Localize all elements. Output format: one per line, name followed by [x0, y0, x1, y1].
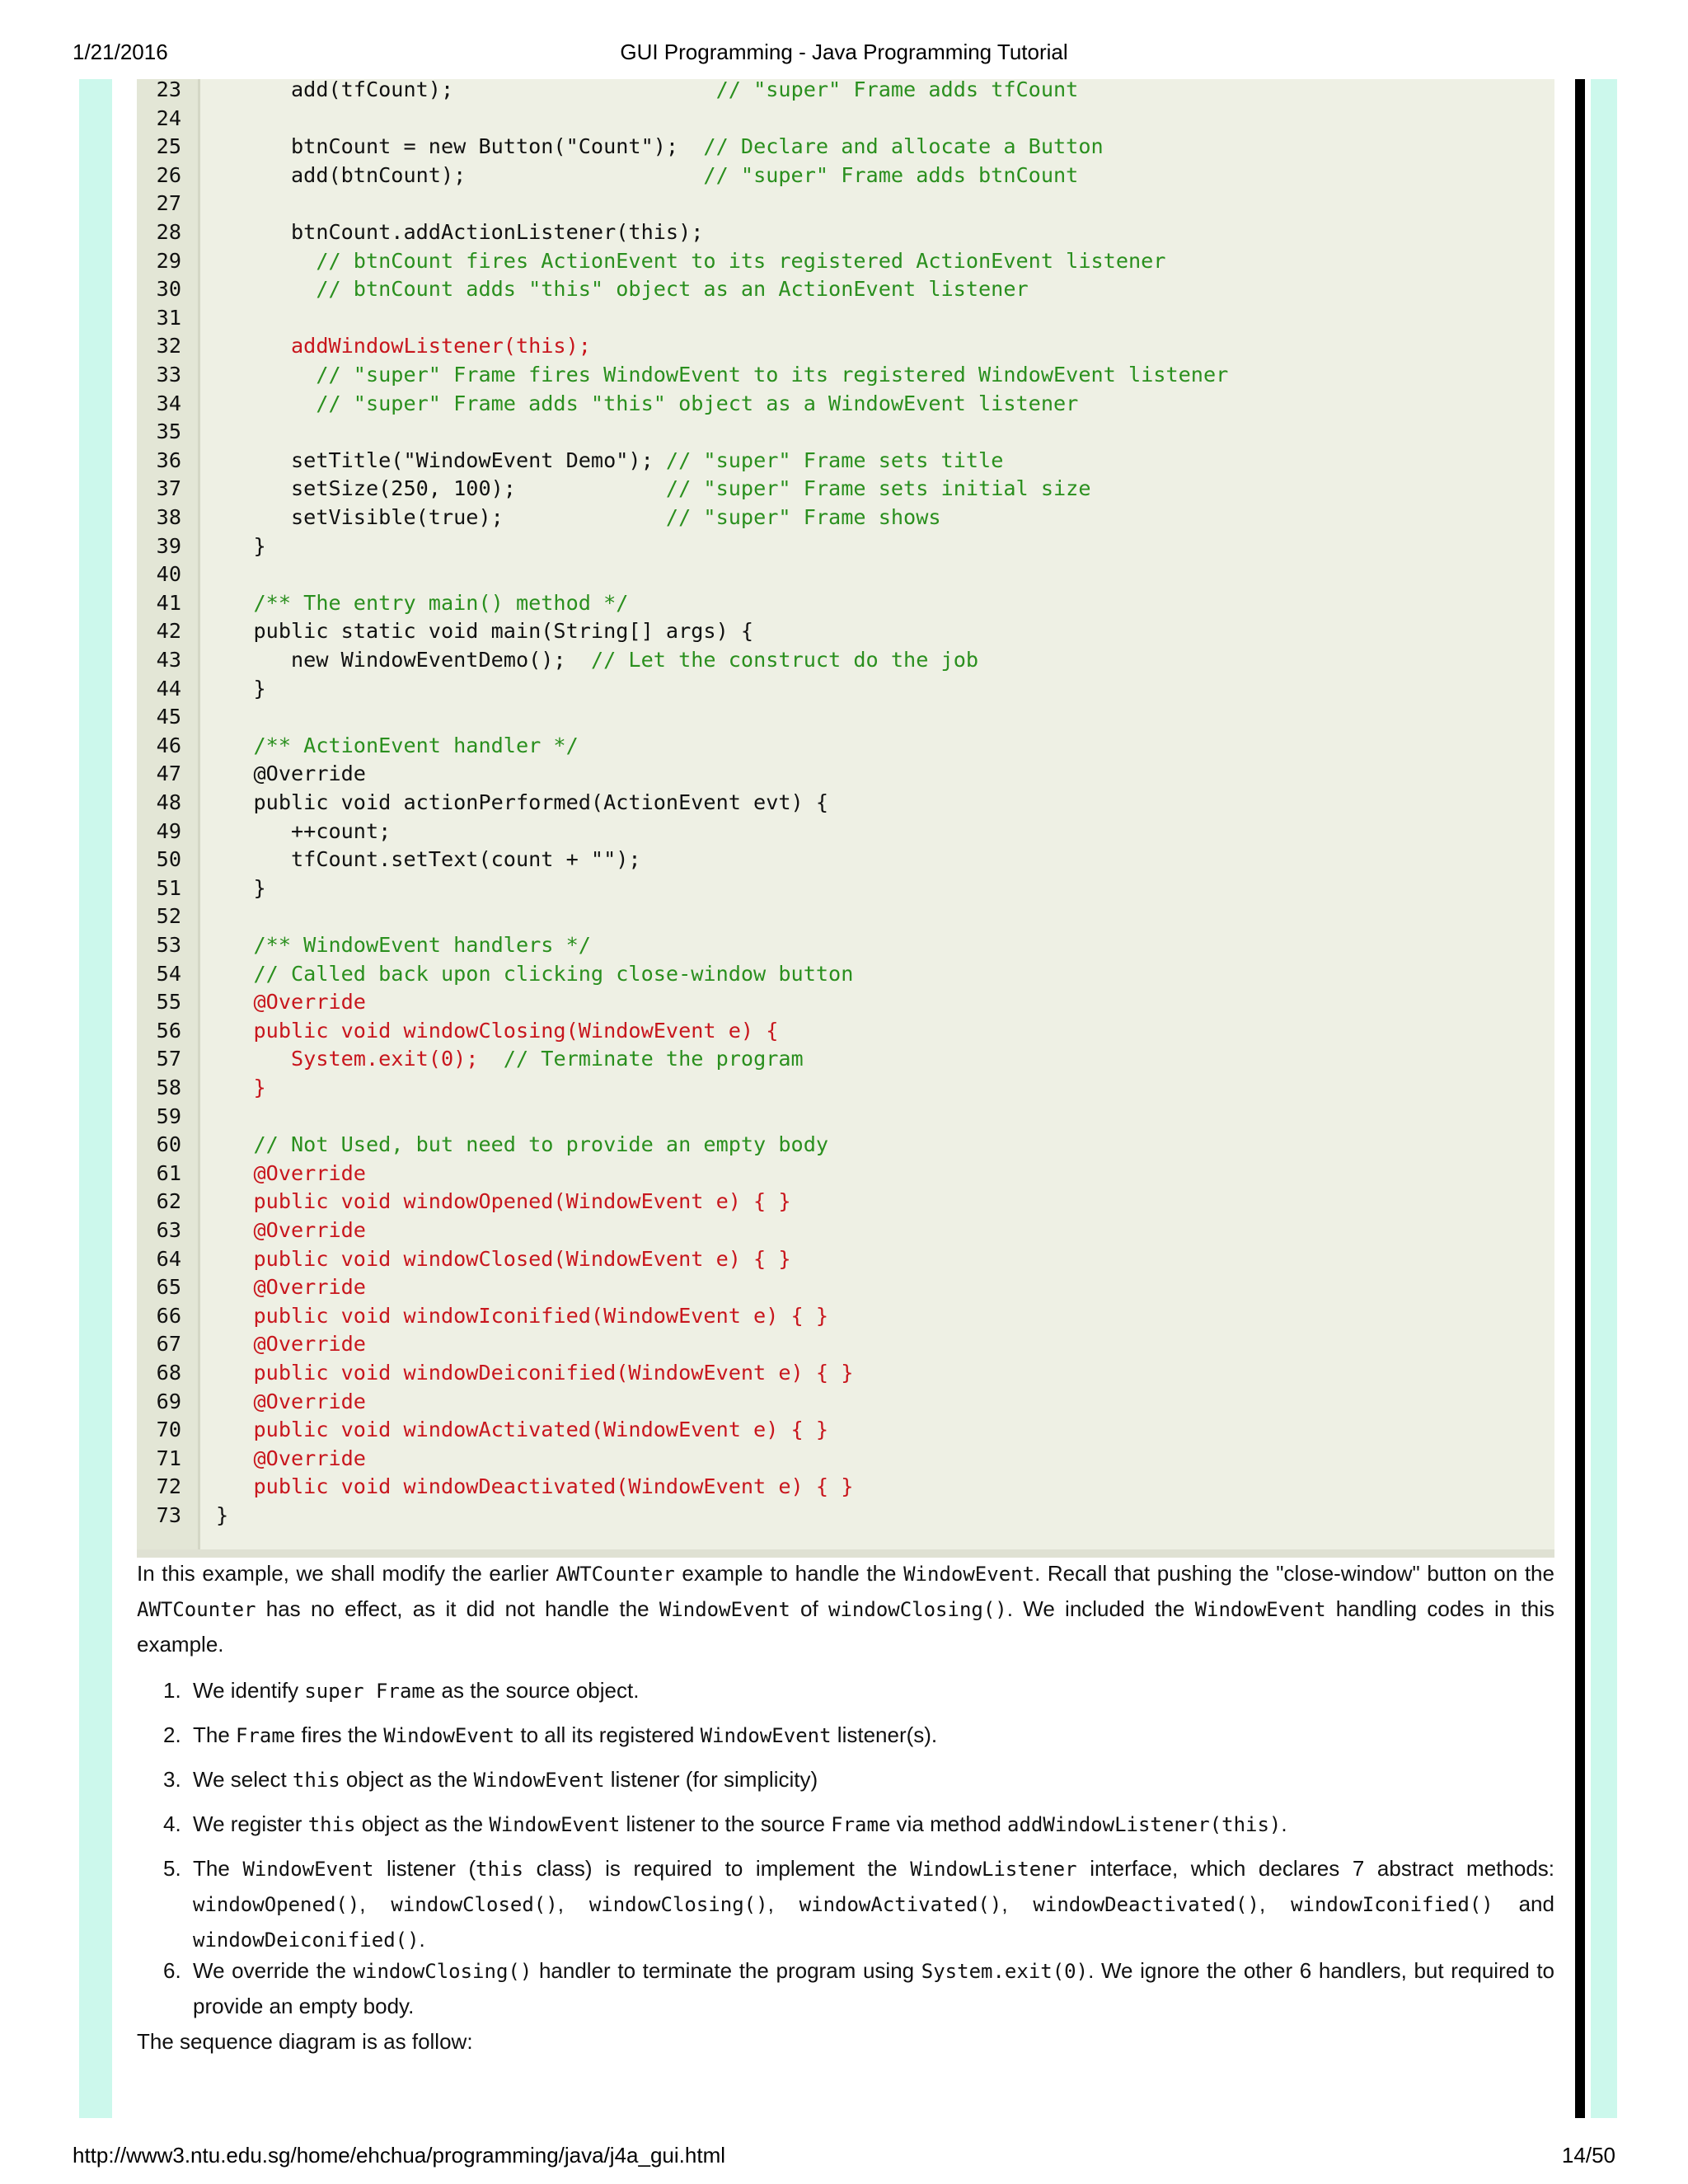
text-run: as the source object. [435, 1678, 640, 1703]
text-run: to all its registered [514, 1722, 701, 1747]
line-number: 48 [156, 790, 181, 814]
line-number: 44 [156, 676, 181, 701]
code-line [137, 162, 1554, 190]
inline-code: windowIconified() [1291, 1893, 1493, 1916]
code-text [216, 1302, 828, 1331]
line-number: 46 [156, 733, 181, 757]
print-header-title: GUI Programming - Java Programming Tutorial [620, 40, 1068, 64]
code-comment: // "super" Frame fires WindowEvent to its registered WindowEvent listener [216, 363, 1229, 387]
line-number: 40 [156, 562, 181, 587]
code-line [137, 589, 1554, 618]
code-text [216, 475, 1091, 504]
inline-code: this [292, 1769, 340, 1792]
inline-code: WindowEvent [700, 1724, 832, 1747]
code-line [137, 218, 1554, 247]
line-number: 23 [156, 77, 181, 101]
line-number: 38 [156, 505, 181, 529]
code-comment: // "super" Frame sets initial size [665, 476, 1091, 501]
code-line [137, 105, 1554, 134]
line-number: 61 [156, 1160, 181, 1185]
print-header-date: 1/21/2016 [73, 40, 168, 64]
code-line [137, 532, 1554, 561]
print-footer-url: http://www3.ntu.edu.sg/home/ehchua/programming/java/j4a_gui.html [73, 2143, 725, 2168]
text-run: and [1493, 1891, 1554, 1916]
code-line [137, 1045, 1554, 1074]
code-comment: // Declare and allocate a Button [703, 134, 1104, 159]
code-line [137, 1302, 1554, 1331]
text-run: interface, which declares 7 abstract methods: [1076, 1856, 1555, 1881]
code-line [137, 1160, 1554, 1188]
code-comment: /** ActionEvent handler */ [216, 733, 579, 757]
text-run: of [790, 1596, 829, 1621]
line-number: 29 [156, 248, 181, 273]
text-run: . [419, 1927, 425, 1952]
line-number: 33 [156, 363, 181, 387]
code-comment: // "super" Frame adds tfCount [715, 77, 1079, 101]
code-line [137, 1245, 1554, 1274]
inline-code: windowClosing() [828, 1598, 1007, 1621]
line-number: 49 [156, 818, 181, 843]
line-number: 26 [156, 162, 181, 187]
text-run: listener(s). [831, 1722, 938, 1747]
code-text [216, 76, 1078, 105]
code-line [137, 617, 1554, 646]
inline-code: WindowEvent [473, 1769, 605, 1792]
code-text [216, 675, 266, 704]
line-number: 66 [156, 1303, 181, 1328]
code-comment: /** WindowEvent handlers */ [216, 933, 591, 957]
line-number: 59 [156, 1104, 181, 1128]
print-footer-page-number: 14/50 [1561, 2143, 1615, 2168]
code-text [216, 1245, 791, 1274]
line-number: 62 [156, 1189, 181, 1214]
code-line [137, 646, 1554, 675]
text-run: We identify [193, 1678, 305, 1703]
code-line [137, 675, 1554, 704]
inline-code: windowDeactivated() [1033, 1893, 1259, 1916]
code-token: setVisible(true); [216, 505, 666, 529]
line-number: 51 [156, 875, 181, 900]
code-text [216, 218, 703, 247]
inline-code: super Frame [304, 1680, 436, 1703]
line-number: 27 [156, 191, 181, 216]
inline-code: WindowEvent [383, 1724, 515, 1747]
code-line [137, 1473, 1554, 1502]
list-item-number: 2. [163, 1722, 181, 1747]
list-item-text [193, 1673, 1554, 1708]
list-item-number: 4. [163, 1811, 181, 1836]
line-number: 32 [156, 334, 181, 359]
list-item-text [193, 1851, 1554, 1957]
code-text [216, 646, 978, 675]
line-number: 39 [156, 533, 181, 558]
text-run: , [557, 1891, 589, 1916]
code-text [216, 1388, 366, 1417]
left-margin-band [79, 79, 112, 2118]
code-line [137, 874, 1554, 903]
line-number: 56 [156, 1018, 181, 1043]
code-text [216, 931, 591, 960]
line-number: 31 [156, 305, 181, 330]
code-line [137, 1330, 1554, 1359]
code-comment: // btnCount adds "this" object as an ActionEvent listener [216, 277, 1029, 302]
code-text [216, 1216, 366, 1245]
code-token: @Override [216, 1389, 366, 1413]
text-run: We register [193, 1811, 308, 1836]
code-line [137, 361, 1554, 390]
code-token: @Override [216, 1218, 366, 1242]
text-run: handler to terminate the program using [532, 1958, 921, 1983]
list-item-text [193, 1807, 1554, 1842]
text-run: listener to the source [620, 1811, 832, 1836]
code-line [137, 1017, 1554, 1046]
line-number: 58 [156, 1076, 181, 1099]
text-run: The [193, 1722, 237, 1747]
code-token: System.exit(0); [216, 1047, 504, 1071]
code-text [216, 1416, 828, 1445]
code-token: } [216, 533, 266, 558]
text-run: listener ( [373, 1856, 476, 1881]
code-text [216, 361, 1228, 390]
code-token: ++count; [216, 818, 392, 843]
code-text [216, 1017, 778, 1046]
code-line [137, 1103, 1554, 1132]
code-line [137, 332, 1554, 361]
text-run: . [1281, 1811, 1287, 1836]
code-text [216, 275, 1029, 304]
code-line [137, 960, 1554, 989]
code-token: } [216, 1076, 266, 1099]
text-run: We select [193, 1767, 293, 1792]
line-number: 43 [156, 648, 181, 672]
code-text [216, 1445, 366, 1474]
code-comment: // btnCount fires ActionEvent to its registered ActionEvent listener [216, 248, 1166, 273]
text-run: has no effect, as it did not handle the [256, 1596, 659, 1621]
code-token: tfCount.setText(count + ""); [216, 847, 641, 872]
code-listing [137, 79, 1554, 1558]
code-line [137, 902, 1554, 931]
text-run: via method [890, 1811, 1008, 1836]
code-token: public void windowActivated(WindowEvent e) { } [216, 1418, 829, 1442]
text-run: , [767, 1891, 799, 1916]
code-text [216, 1473, 853, 1502]
line-number: 54 [156, 961, 181, 986]
code-text [216, 1330, 366, 1359]
code-line [137, 247, 1554, 276]
code-token: @Override [216, 762, 366, 786]
code-token: } [216, 1503, 229, 1527]
inline-code: Frame [236, 1724, 296, 1747]
line-number: 73 [156, 1503, 181, 1527]
code-line [137, 390, 1554, 419]
list-item-text [193, 1718, 1554, 1753]
inline-code: WindowListener [910, 1858, 1077, 1881]
inline-code: WindowEvent [242, 1858, 374, 1881]
line-number: 60 [156, 1132, 181, 1157]
line-number: 67 [156, 1332, 181, 1357]
code-text [216, 504, 941, 532]
inline-code: windowOpened() [193, 1893, 360, 1916]
code-text [216, 447, 1003, 476]
code-text [216, 1074, 266, 1103]
list-item-number: 5. [163, 1856, 181, 1881]
line-number: 53 [156, 933, 181, 957]
code-text [216, 874, 266, 903]
code-token: public void windowOpened(WindowEvent e) { } [216, 1189, 791, 1214]
code-token: public void windowDeiconified(WindowEvent e) { } [216, 1361, 854, 1385]
inline-code: Frame [831, 1813, 891, 1836]
code-line [137, 1216, 1554, 1245]
closing-sentence: The sequence diagram is as follow: [137, 2029, 473, 2054]
code-text [216, 162, 1078, 190]
line-number: 37 [156, 476, 181, 501]
code-line [137, 846, 1554, 874]
inline-code: WindowEvent [903, 1563, 1035, 1586]
text-run: , [1001, 1891, 1034, 1916]
code-text [216, 1273, 366, 1302]
line-number: 68 [156, 1361, 181, 1385]
code-text [216, 617, 753, 646]
inline-code: windowClosing() [588, 1893, 768, 1916]
text-run: example to handle the [674, 1561, 904, 1586]
line-number: 41 [156, 590, 181, 615]
code-token: public void windowIconified(WindowEvent e) { } [216, 1303, 829, 1328]
code-token: } [216, 875, 266, 900]
list-item-number: 3. [163, 1767, 181, 1792]
right-divider-bar [1575, 79, 1585, 2118]
right-margin-band [1591, 79, 1617, 2118]
code-text [216, 988, 366, 1017]
code-token: public static void main(String[] args) { [216, 619, 754, 644]
line-number: 45 [156, 705, 181, 729]
code-text [216, 332, 591, 361]
code-token: @Override [216, 990, 366, 1015]
code-comment: /** The entry main() method */ [216, 590, 629, 615]
code-text [216, 1131, 828, 1160]
text-run: , [1259, 1891, 1292, 1916]
text-run: object as the [340, 1767, 474, 1792]
text-run: . We included the [1006, 1596, 1195, 1621]
inline-code: this [307, 1813, 356, 1836]
inline-code: windowActivated() [799, 1893, 1002, 1916]
line-number: 36 [156, 448, 181, 472]
code-line [137, 304, 1554, 333]
code-token: addWindowListener(this); [216, 334, 591, 359]
code-line [137, 1188, 1554, 1216]
inline-code: AWTCounter [556, 1563, 675, 1586]
code-token: @Override [216, 1275, 366, 1300]
text-run: The [193, 1856, 243, 1881]
code-token: public void windowClosed(WindowEvent e) { } [216, 1246, 791, 1271]
line-number: 69 [156, 1389, 181, 1413]
code-text [216, 1160, 366, 1188]
code-token: } [216, 676, 266, 701]
code-token: new WindowEventDemo(); [216, 648, 591, 672]
line-number: 30 [156, 277, 181, 302]
text-run: . We ignore the other 6 handlers, but required to provide an empty body. [193, 1958, 1554, 2018]
code-line [137, 1131, 1554, 1160]
inline-code: this [476, 1858, 523, 1881]
line-number: 42 [156, 619, 181, 644]
code-line [137, 447, 1554, 476]
code-token: setTitle("WindowEvent Demo"); [216, 448, 666, 472]
code-line [137, 76, 1554, 105]
line-number: 55 [156, 990, 181, 1015]
code-line [137, 1359, 1554, 1388]
code-line [137, 789, 1554, 818]
code-line [137, 1273, 1554, 1302]
code-line [137, 1502, 1554, 1530]
code-text [216, 532, 266, 561]
code-comment: // Called back upon clicking close-window button [216, 961, 854, 986]
code-text [216, 818, 391, 846]
code-line [137, 1416, 1554, 1445]
code-line [137, 988, 1554, 1017]
code-line [137, 1445, 1554, 1474]
code-line [137, 504, 1554, 532]
code-comment: // "super" Frame sets title [665, 448, 1004, 472]
code-line [137, 133, 1554, 162]
inline-code: AWTCounter [137, 1598, 256, 1621]
explanation-paragraph [137, 1556, 1554, 1661]
line-number: 47 [156, 762, 181, 786]
line-number: 70 [156, 1418, 181, 1442]
code-token: add(tfCount); [216, 77, 716, 101]
inline-code: addWindowListener(this) [1007, 1813, 1282, 1836]
code-line [137, 760, 1554, 789]
code-token: public void windowClosing(WindowEvent e) { [216, 1018, 779, 1043]
text-run: object as the [355, 1811, 490, 1836]
code-comment: // "super" Frame adds btnCount [703, 162, 1079, 187]
text-run: We override the [193, 1958, 354, 1983]
inline-code: WindowEvent [659, 1598, 790, 1621]
list-item-number: 6. [163, 1958, 181, 1983]
code-token: btnCount.addActionListener(this); [216, 220, 704, 244]
list-item-number: 1. [163, 1678, 181, 1703]
code-comment: // Terminate the program [503, 1047, 804, 1071]
inline-code: windowClosed() [391, 1893, 558, 1916]
code-comment: // "super" Frame shows [665, 505, 941, 529]
text-run: handling codes in this example. [137, 1596, 1554, 1657]
code-token: @Override [216, 1332, 366, 1357]
code-text [216, 1359, 853, 1388]
code-token: btnCount = new Button("Count"); [216, 134, 704, 159]
code-comment: // Not Used, but need to provide an empty body [216, 1132, 829, 1157]
code-text [216, 1502, 228, 1530]
code-text [216, 732, 579, 761]
code-text [216, 960, 853, 989]
line-number: 24 [156, 105, 181, 130]
code-token: setSize(250, 100); [216, 476, 666, 501]
list-item-text [193, 1762, 1554, 1797]
code-line [137, 1074, 1554, 1103]
code-text [216, 247, 1165, 276]
code-line [137, 931, 1554, 960]
code-text [216, 1045, 804, 1074]
code-line [137, 703, 1554, 732]
line-number: 57 [156, 1047, 181, 1071]
code-text [216, 760, 366, 789]
code-text [216, 1188, 791, 1216]
code-comment: // Let the construct do the job [590, 648, 979, 672]
text-run: , [359, 1891, 392, 1916]
line-number: 72 [156, 1474, 181, 1499]
text-run: fires the [295, 1722, 384, 1747]
code-comment: // "super" Frame adds "this" object as a WindowEvent listener [216, 391, 1079, 415]
line-number: 25 [156, 134, 181, 159]
code-line [137, 190, 1554, 218]
code-text [216, 789, 828, 818]
code-text [216, 133, 1104, 162]
line-number: 35 [156, 419, 181, 444]
inline-code: windowClosing() [353, 1960, 532, 1983]
inline-code: WindowEvent [489, 1813, 621, 1836]
code-line [137, 560, 1554, 589]
line-number: 50 [156, 847, 181, 872]
inline-code: WindowEvent [1194, 1598, 1326, 1621]
line-number: 34 [156, 391, 181, 415]
code-line [137, 475, 1554, 504]
text-run: class) is required to implement the [523, 1856, 911, 1881]
line-number: 28 [156, 220, 181, 244]
code-line [137, 418, 1554, 447]
line-number: 52 [156, 904, 181, 929]
code-text [216, 589, 628, 618]
code-line [137, 818, 1554, 846]
line-number: 63 [156, 1218, 181, 1242]
code-token: public void actionPerformed(ActionEvent evt) { [216, 790, 829, 814]
text-run: . Recall that pushing the "close-window" button on the [1034, 1561, 1554, 1586]
code-text [216, 390, 1078, 419]
code-token: add(btnCount); [216, 162, 704, 187]
code-text [216, 846, 641, 874]
code-token: @Override [216, 1446, 366, 1470]
text-run: listener (for simplicity) [604, 1767, 818, 1792]
text-run: In this example, we shall modify the earlier [137, 1561, 556, 1586]
list-item-text [193, 1953, 1554, 2023]
code-token: public void windowDeactivated(WindowEvent e) { } [216, 1474, 854, 1499]
line-number: 65 [156, 1275, 181, 1300]
line-number: 64 [156, 1246, 181, 1271]
code-line [137, 1388, 1554, 1417]
code-token: @Override [216, 1160, 366, 1185]
inline-code: System.exit(0) [921, 1960, 1089, 1983]
code-line [137, 732, 1554, 761]
inline-code: windowDeiconified() [193, 1929, 420, 1952]
code-line [137, 275, 1554, 304]
line-number: 71 [156, 1446, 181, 1470]
